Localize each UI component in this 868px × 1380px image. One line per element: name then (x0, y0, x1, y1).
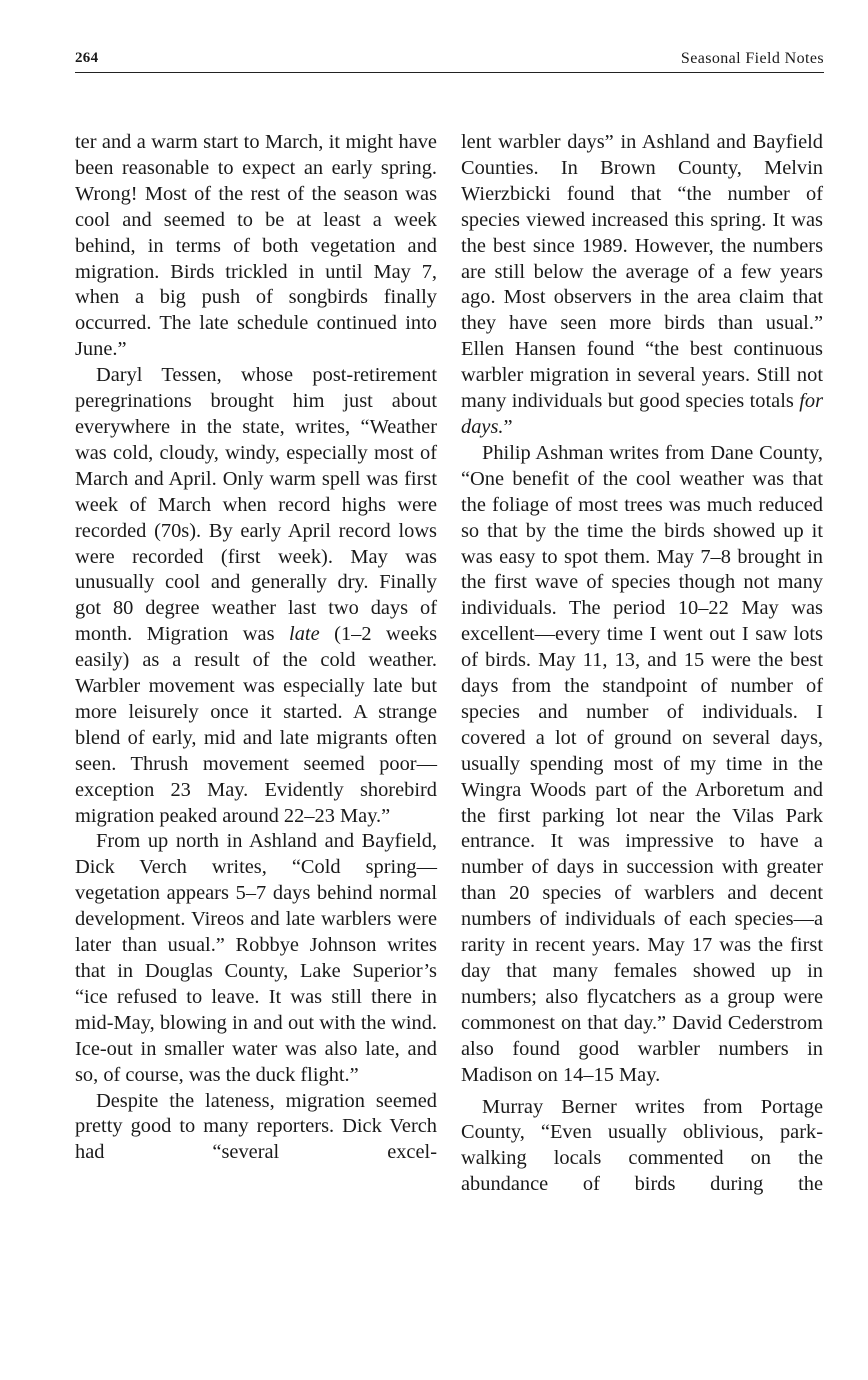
running-head: Seasonal Field Notes (680, 50, 824, 67)
paragraph (461, 130, 823, 441)
paragraph-text: Daryl Tessen, whose post-retirement peregrinations brought him just about everywhere in the state, writes, “Weather was cold, cloudy, windy, especially most of March and April. Only warm spell was first week of March when record highs were recorded (70s). By early April record lows were recorded (first week). May was unusually cool and generally dry. Finally got 80 degree weather last two days of month. Migration was (75, 364, 437, 646)
page-number: 264 (75, 50, 99, 66)
page-header (75, 48, 824, 73)
paragraph: Despite the lateness, migration seemed pretty good to many reporters. Dick Verch had “several excel- (75, 1089, 437, 1164)
paragraph: Philip Ashman writes from Dane County, “One benefit of the cool weather was that the foliage of most trees was much reduced so that by the time the birds showed up it was easy to spot them. May 7–8 brought in the first wave of species though not many individuals. The period 10–22 May was excellent—every time I went out I saw lots of birds. May 11, 13, and 15 were the best days from the standpoint of number of species and number of individuals. I covered a lot of ground on several days, usually spending most of my time in the Wingra Woods part of the Arboretum and the first parking lot near the Vilas Park entrance. It was impressive to have a number of days in succession with greater than 20 species of warblers and decent numbers of individuals of each species—a rarity in recent years. May 17 was the first day that many females showed up in numbers; also flycatchers as a group were commonest on that day.” David Cederstrom also found good warbler numbers in Madison on 14–15 May. (461, 441, 823, 1086)
paragraph: Murray Berner writes from Portage County, “Even usually oblivious, park-walking locals commented on the abundance of birds during the (461, 1095, 823, 1196)
paragraph: ter and a warm start to March, it might have been reasonable to expect an early spring. Wrong! Most of the rest of the season was cool and seemed to be at least a week behind, in terms of both vegetation and migration. Birds trickled in until May 7, when a big push of songbirds finally occurred. The late schedule continued into June.” (75, 131, 437, 361)
emphasis-text: for days. (461, 390, 823, 438)
paragraph: From up north in Ashland and Bayfield, Dick Verch writes, “Cold spring—vegetation appears 5–7 days behind normal development. Vireos and late warblers were later than usual.” Robbye Johnson writes that in Douglas County, Lake Superior’s “ice refused to leave. It was still there in mid-May, blowing in and out with the wind. Ice-out in smaller water was also late, and so, of course, was the duck flight.” (75, 830, 437, 1086)
paragraph-text: ” (503, 415, 513, 438)
paragraph (75, 363, 437, 829)
emphasis-text: late (289, 623, 320, 646)
paragraph-text: lent warbler days” in Ashland and Bayfield Counties. In Brown County, Melvin Wierzbicki found that “the number of species viewed increased this spring. It was the best since 1989. However, the numbers are still below the average of a few years ago. Most observers in the area claim that they have seen more birds than usual.” Ellen Hansen found “the best continuous warbler migration in several years. Still not many individuals but good species totals (461, 131, 823, 413)
right-column (461, 130, 823, 1198)
left-column (75, 130, 437, 1166)
paragraph-text: (1–2 weeks easily) as a result of the cold weather. Warbler movement was especially late but more leisurely once it started. A strange blend of early, mid and late migrants often seen. Thrush movement seemed poor—exception 23 May. Evidently shorebird migration peaked around 22–23 May.” (75, 623, 438, 827)
